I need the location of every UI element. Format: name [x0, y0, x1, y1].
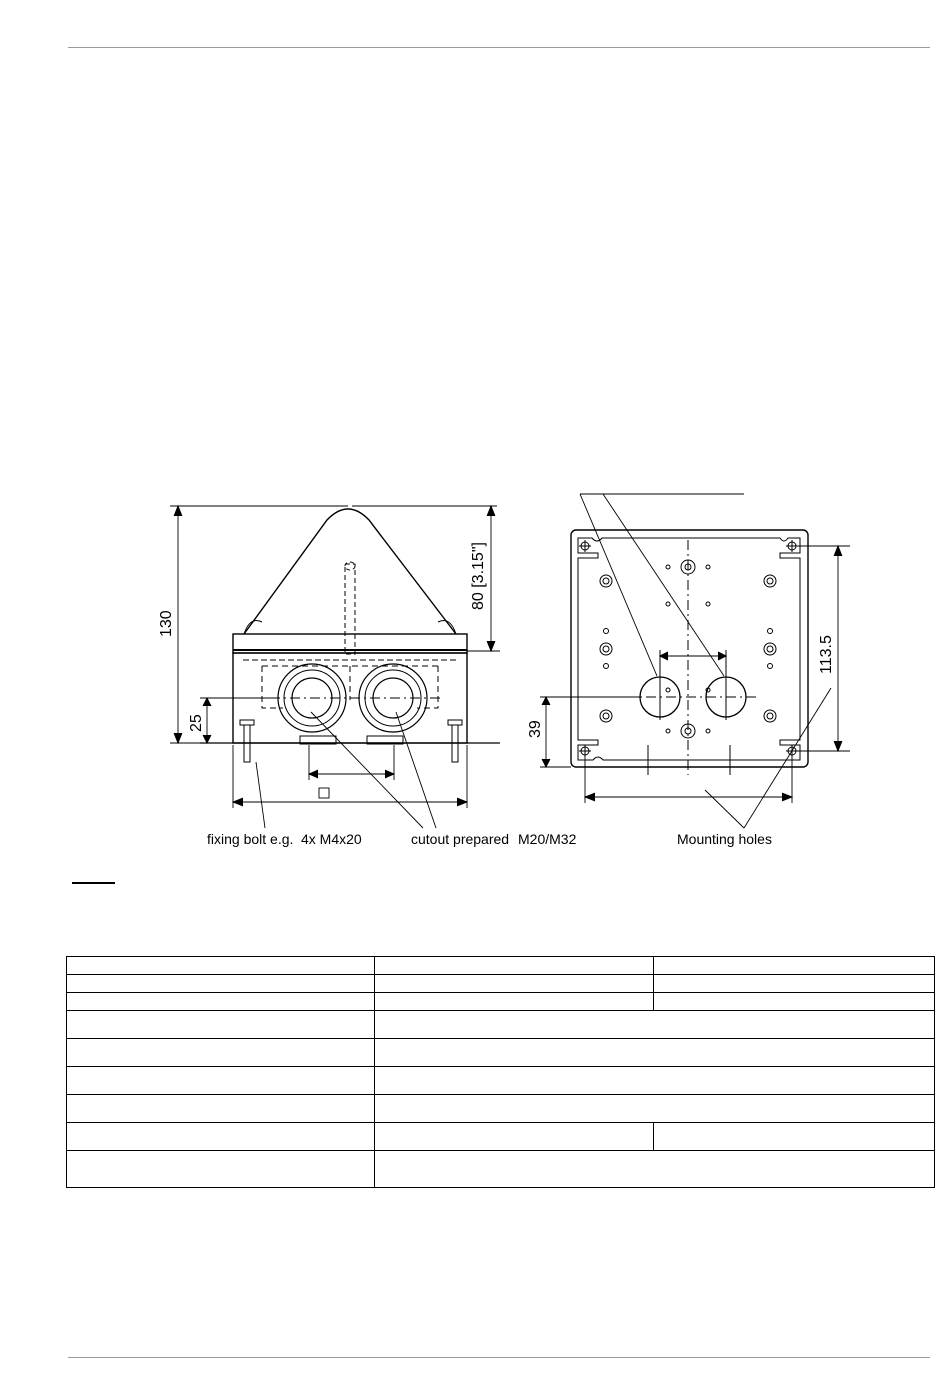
table-row [67, 1095, 935, 1123]
dim-entry-offset: 39 [527, 720, 544, 738]
front-dimensions [170, 506, 500, 808]
table-row [67, 993, 935, 1011]
table-cell [375, 1039, 935, 1067]
table-row [67, 1039, 935, 1067]
table-row [67, 957, 935, 975]
table-cell [654, 975, 935, 993]
dim-height-entry: 25 [188, 714, 205, 732]
table-cell [67, 993, 375, 1011]
label-fixing-bolt-size: 4x M4x20 [301, 831, 362, 847]
table-row [67, 1123, 935, 1151]
dim-height-cone: 80 [3.15"] [470, 542, 487, 610]
table-cell [375, 975, 654, 993]
bottom-view [571, 530, 808, 775]
table-cell [67, 1151, 375, 1188]
table-row [67, 975, 935, 993]
table-cell [67, 957, 375, 975]
table-cell [375, 1067, 935, 1095]
table-cell [654, 1123, 935, 1151]
table-cell [67, 1067, 375, 1095]
label-fixing-bolt: fixing bolt e.g. [207, 831, 294, 847]
table-cell [67, 1123, 375, 1151]
table-cell [67, 1011, 375, 1039]
table-cell [67, 1039, 375, 1067]
note-underline [72, 882, 115, 884]
table-cell [375, 1011, 935, 1039]
spec-table [66, 956, 935, 1188]
table-cell [375, 1151, 935, 1188]
dim-mounting-spacing: 113.5 [818, 635, 835, 674]
label-cutout-sizes: M20/M32 [518, 831, 577, 847]
leader-lines [256, 494, 831, 828]
table-cell [375, 993, 654, 1011]
table-cell [654, 993, 935, 1011]
table-cell [67, 975, 375, 993]
table-row [67, 1067, 935, 1095]
front-view [200, 509, 500, 762]
label-cutout: cutout prepared [411, 831, 510, 847]
table-row [67, 1011, 935, 1039]
label-mounting-holes: Mounting holes [677, 831, 772, 847]
table-cell [375, 1095, 935, 1123]
bottom-dimensions [540, 546, 850, 803]
table-cell [375, 957, 654, 975]
table-row [67, 1151, 935, 1188]
dim-height-total: 130 [158, 610, 175, 637]
table-cell [67, 1095, 375, 1123]
table-cell [654, 957, 935, 975]
table-cell [375, 1123, 654, 1151]
